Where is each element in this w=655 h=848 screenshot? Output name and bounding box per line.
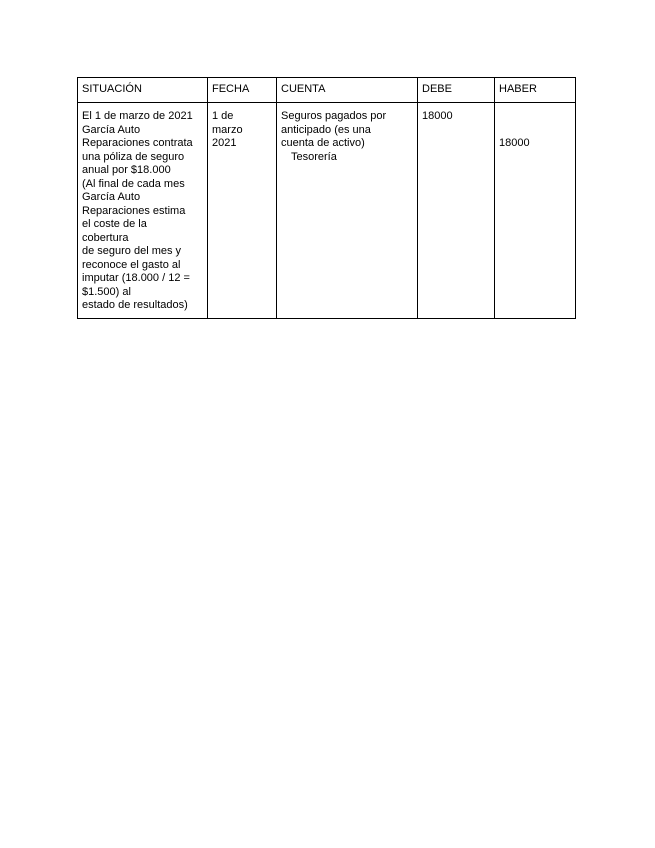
- fecha-line: 1 de: [212, 110, 234, 122]
- situacion-line: reconoce el gasto al: [82, 258, 181, 271]
- cuenta-line: anticipado (es una: [281, 123, 371, 136]
- cuenta-cell: [277, 103, 418, 319]
- table-row: [78, 103, 576, 319]
- situacion-line: Reparaciones estima: [82, 204, 186, 217]
- situacion-line: Reparaciones contrata: [82, 137, 193, 149]
- header-row: [78, 78, 576, 103]
- situacion-line: estado de resultados): [82, 299, 188, 311]
- situacion-line: El 1 de marzo de 2021: [82, 110, 193, 122]
- header-debe: DEBE: [418, 78, 495, 103]
- debe-amount: 18000: [422, 110, 453, 122]
- cuenta-line: cuenta de activo): [281, 137, 365, 149]
- fecha-cell: [208, 103, 277, 319]
- fecha-line: 2021: [212, 137, 237, 149]
- cuenta-line: Seguros pagados por: [281, 110, 387, 122]
- header-cuenta: CUENTA: [277, 78, 418, 103]
- haber-spacer: [499, 110, 571, 124]
- journal-entry-table: [77, 77, 576, 319]
- haber-cell: [495, 103, 576, 319]
- debe-cell: [418, 103, 495, 319]
- situacion-line: una póliza de seguro: [82, 150, 185, 163]
- situacion-line: García Auto: [82, 123, 141, 136]
- situacion-line: imputar (18.000 / 12 =: [82, 272, 190, 284]
- situacion-line: anual por $18.000: [82, 164, 171, 176]
- situacion-line: de seguro del mes y: [82, 245, 182, 257]
- situacion-line: el coste de la: [82, 218, 147, 230]
- situacion-line: (Al final de cada mes: [82, 177, 185, 190]
- cuenta-credit-account: Tesorería: [291, 150, 337, 163]
- haber-amount: 18000: [499, 137, 530, 149]
- situacion-line: cobertura: [82, 231, 129, 244]
- situacion-cell: [78, 103, 208, 319]
- header-haber: HABER: [495, 78, 576, 103]
- situacion-line: García Auto: [82, 191, 141, 203]
- haber-spacer: [499, 124, 571, 138]
- fecha-line: marzo: [212, 123, 243, 136]
- header-fecha: FECHA: [208, 78, 277, 103]
- situacion-line: $1.500) al: [82, 285, 131, 298]
- header-situacion: SITUACIÓN: [78, 78, 208, 103]
